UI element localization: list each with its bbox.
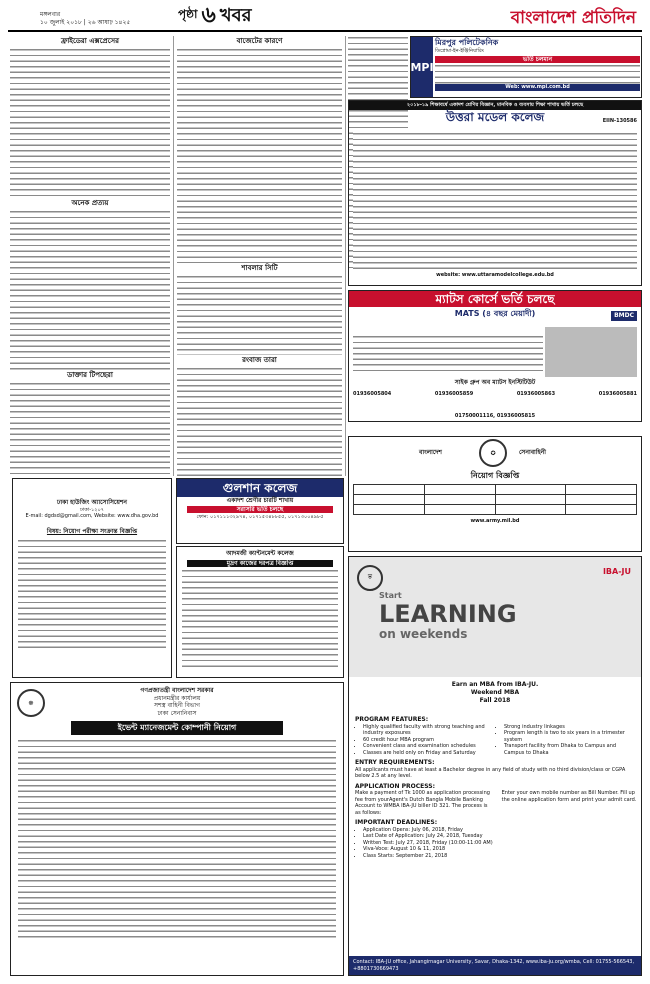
feature-item: • Classes are held only on Friday and Saturday — [363, 750, 496, 757]
army-org-left: বাংলাদেশ — [419, 449, 442, 456]
army-recruitment-notice — [348, 436, 642, 552]
uttara-body — [353, 132, 637, 272]
adamjee-title: আদমজী ক্যান্টনমেন্ট কলেজ — [226, 550, 294, 557]
news-column-1 — [10, 36, 170, 476]
story-headline: শাবলার সিটি — [241, 264, 278, 272]
gulshan-college-ad — [176, 478, 344, 544]
dha-org: ঢাকা হাউজিং অ্যাসোসিয়েশন — [56, 499, 128, 506]
header-date — [40, 11, 130, 27]
iba-earn: Earn an MBA from IBA-JU. — [451, 681, 539, 688]
story-body — [177, 367, 342, 476]
army-org-right: সেনাবাহিনী — [519, 449, 546, 456]
process-title: APPLICATION PROCESS: — [355, 782, 436, 790]
feature-item: • Highly qualified faculty with strong teaching and industry exposures — [363, 724, 496, 737]
notice-title: বিষয়: নিয়োগ পরীক্ষা সংক্রান্ত বিজ্ঞপ্তি — [46, 527, 138, 535]
deadline-item: • Application Opens: July 06, 2018, Friday — [363, 827, 637, 834]
story-body — [10, 210, 170, 370]
bmdc-label: BMDC — [611, 311, 637, 321]
column-rule — [173, 36, 174, 476]
entry-text: All applicants must have at least a Bachelor degree in any field of study with no third division/class or CGPA below 2.5 at any level. — [355, 766, 626, 779]
feature-item: • Convenient class and examination schedules — [363, 743, 496, 750]
process-left: Make a payment of Tk 1000 as application processing fee from yourAgent's Dutch Bangla Mobile Banking Account to WMBA IBA-JU biller ID 321. The process is as follows: — [355, 790, 490, 816]
gulshan-title: গুলশান কলেজ — [177, 479, 343, 497]
adamjee-subtitle: মুদ্রণ কাজের দরপত্র বিজ্ঞপ্তি — [187, 560, 333, 568]
mpi-admission: ভর্তি চলমান — [435, 56, 640, 64]
mats-bottom: 01750001116, 01936005815 — [454, 412, 536, 419]
adamjee-tender-notice — [176, 546, 344, 678]
mats-course-ad — [348, 290, 642, 422]
feature-item: • Transport facility from Dhaka to Campus and Campus to Dhaka — [504, 743, 637, 756]
page-number: ৬ — [201, 2, 216, 28]
army-title: নিয়োগ বিজ্ঞপ্তি — [470, 471, 520, 480]
story-body — [177, 48, 342, 263]
story-headline: রংবাজ তারা — [242, 356, 277, 364]
iba-weekend-mba: Weekend MBA — [470, 689, 520, 696]
uttara-eiin: EIIN-130586 — [602, 117, 637, 124]
iba-learning: LEARNING — [379, 600, 517, 628]
features-title: PROGRAM FEATURES: — [355, 716, 429, 723]
mats-badge: MATS (৪ বছর মেয়াদী) — [454, 309, 536, 318]
dha-contact: ঢাকা-১২০৭ — [79, 506, 105, 513]
story-headline: অনেক প্রত্যয় — [71, 199, 109, 207]
mpi-name: মিরপুর পলিটেকনিক — [435, 38, 499, 47]
story-body — [177, 275, 342, 355]
deadline-item: • Class Starts: September 21, 2018 — [363, 853, 637, 860]
iba-weekends: on weekends — [379, 627, 468, 641]
mirpur-polytechnic-ad — [410, 36, 642, 98]
army-emblem-icon: ✪ — [479, 439, 507, 467]
gulshan-subtitle: একাদশ শ্রেণীর চারটি শাখায় — [226, 497, 294, 504]
iba-logo: IBA-JU — [602, 567, 631, 576]
uttara-top: ২০১৮-১৯ শিক্ষাবর্ষে একাদশ শ্রেণির বিজ্ঞান, মানবিক ও ব্যবসায় শিক্ষা শাখায় ভর্তি চলছে — [349, 101, 641, 110]
ju-crest-icon: ⛨ — [357, 565, 383, 591]
dha-email: E-mail: dgdsd@gmail.com, Website: www.dha.gov.bd — [25, 513, 159, 519]
process-right: Enter your own mobile number as Bill Number. Fill up the online application form and print your admit card. — [501, 790, 637, 803]
mats-institute: সাইক গ্রুপ অব ম্যাটস ইনস্টিটিউট — [454, 379, 536, 386]
govt-division: সশস্ত্র বাহিনী বিভাগ — [154, 702, 200, 709]
mats-top: ম্যাটস কোর্সে ভর্তি চলছে — [349, 291, 641, 307]
story-headline: ফ্রাইডেরা এক্সপ্রেসের — [60, 37, 120, 45]
deadline-item: • Viva-Voce: August 10 & 11, 2018 — [363, 846, 637, 853]
govt-event-notice — [10, 682, 344, 976]
gulshan-phone: ফোন: ০১৭১১১৩২৯৭৪, ০১৭১৫৩৪৮৮৫৫, ০১৭১৩০০৪৯৮৫ — [196, 514, 324, 520]
news-column-2 — [177, 36, 342, 476]
govt-cant: ঢাকা সেনানিবাস — [157, 709, 197, 717]
mats-phone: 01936005859 — [434, 391, 474, 397]
feature-item: • Strong industry linkages — [504, 724, 637, 731]
iba-contact: Contact: IBA-JU office, Jahangirnagar University, Savar, Dhaka-1342, www.iba-ju.org/wmba, Cell: 01755-566543, +8801730669473 — [349, 956, 641, 975]
page-indicator — [178, 4, 288, 28]
govt-name: গণপ্রজাতন্ত্রী বাংলাদেশ সরকার — [140, 687, 214, 694]
mats-building-image — [545, 327, 637, 377]
story-headline: বাজেটের কারণে — [236, 37, 283, 45]
feature-item: • 60 credit hour MBA program — [363, 737, 496, 744]
dates-title: IMPORTANT DEADLINES: — [355, 819, 438, 826]
gulshan-subtitle2: সরাসরি ভর্তি চলছে — [187, 506, 333, 514]
story-headline: ডাক্তার টিপছেরা — [67, 371, 113, 379]
column-rule — [345, 36, 346, 476]
story-body — [10, 382, 170, 476]
entry-title: ENTRY REQUIREMENTS: — [355, 759, 435, 766]
iba-start: Start — [379, 591, 402, 600]
mpi-tag: ডিপ্লোমা-ইন-ইঞ্জিনিয়ারিং — [435, 48, 484, 54]
mats-phone: 01936005863 — [516, 391, 556, 397]
section-title: খবর — [219, 4, 252, 26]
masthead-logo: বাংলাদেশ প্রতিদিন — [510, 8, 636, 28]
iba-fall: Fall 2018 — [479, 697, 511, 704]
mats-phone: 01936005881 — [598, 391, 637, 397]
notice-body — [18, 539, 166, 649]
header-divider — [8, 30, 642, 32]
mats-phone: 01936005804 — [353, 391, 392, 397]
recruit-table — [353, 484, 637, 515]
govt-office: প্রধানমন্ত্রীর কার্যালয় — [153, 694, 201, 702]
deadline-item: • Last Date of Application: July 24, 2018, Tuesday — [363, 833, 637, 840]
mpi-web: Web: www.mpi.com.bd — [435, 84, 640, 91]
story-body — [10, 48, 170, 198]
govt-notice-title: ইভেন্ট ম্যানেজমেন্ট কোম্পানী নিয়োগ — [71, 721, 283, 735]
feature-item: • Program length is two to six years in a trimester system — [504, 730, 637, 743]
tender-body — [182, 569, 338, 667]
date-line: ১০ জুলাই ২০১৮ | ২৬ আষাঢ় ১৪২৫ — [40, 19, 131, 26]
weekday: মঙ্গলবার — [40, 11, 61, 18]
uttara-name: উত্তরা মডেল কলেজ — [445, 109, 545, 124]
uttara-web: website: www.uttaramodelcollege.edu.bd — [436, 271, 554, 278]
army-web: www.army.mil.bd — [470, 518, 520, 524]
iba-ju-weekend-mba-ad — [348, 556, 642, 976]
uttara-model-college-ad — [348, 100, 642, 286]
page-label: পৃষ্ঠা — [178, 7, 198, 21]
mpi-side-logo: MPI — [411, 37, 433, 97]
govt-emblem-icon: ☸ — [17, 689, 45, 717]
dha-notice — [12, 478, 172, 678]
govt-notice-body — [18, 739, 336, 939]
deadline-item: • Written Test: July 27, 2018, Friday (10:00-11:00 AM) — [363, 840, 637, 847]
